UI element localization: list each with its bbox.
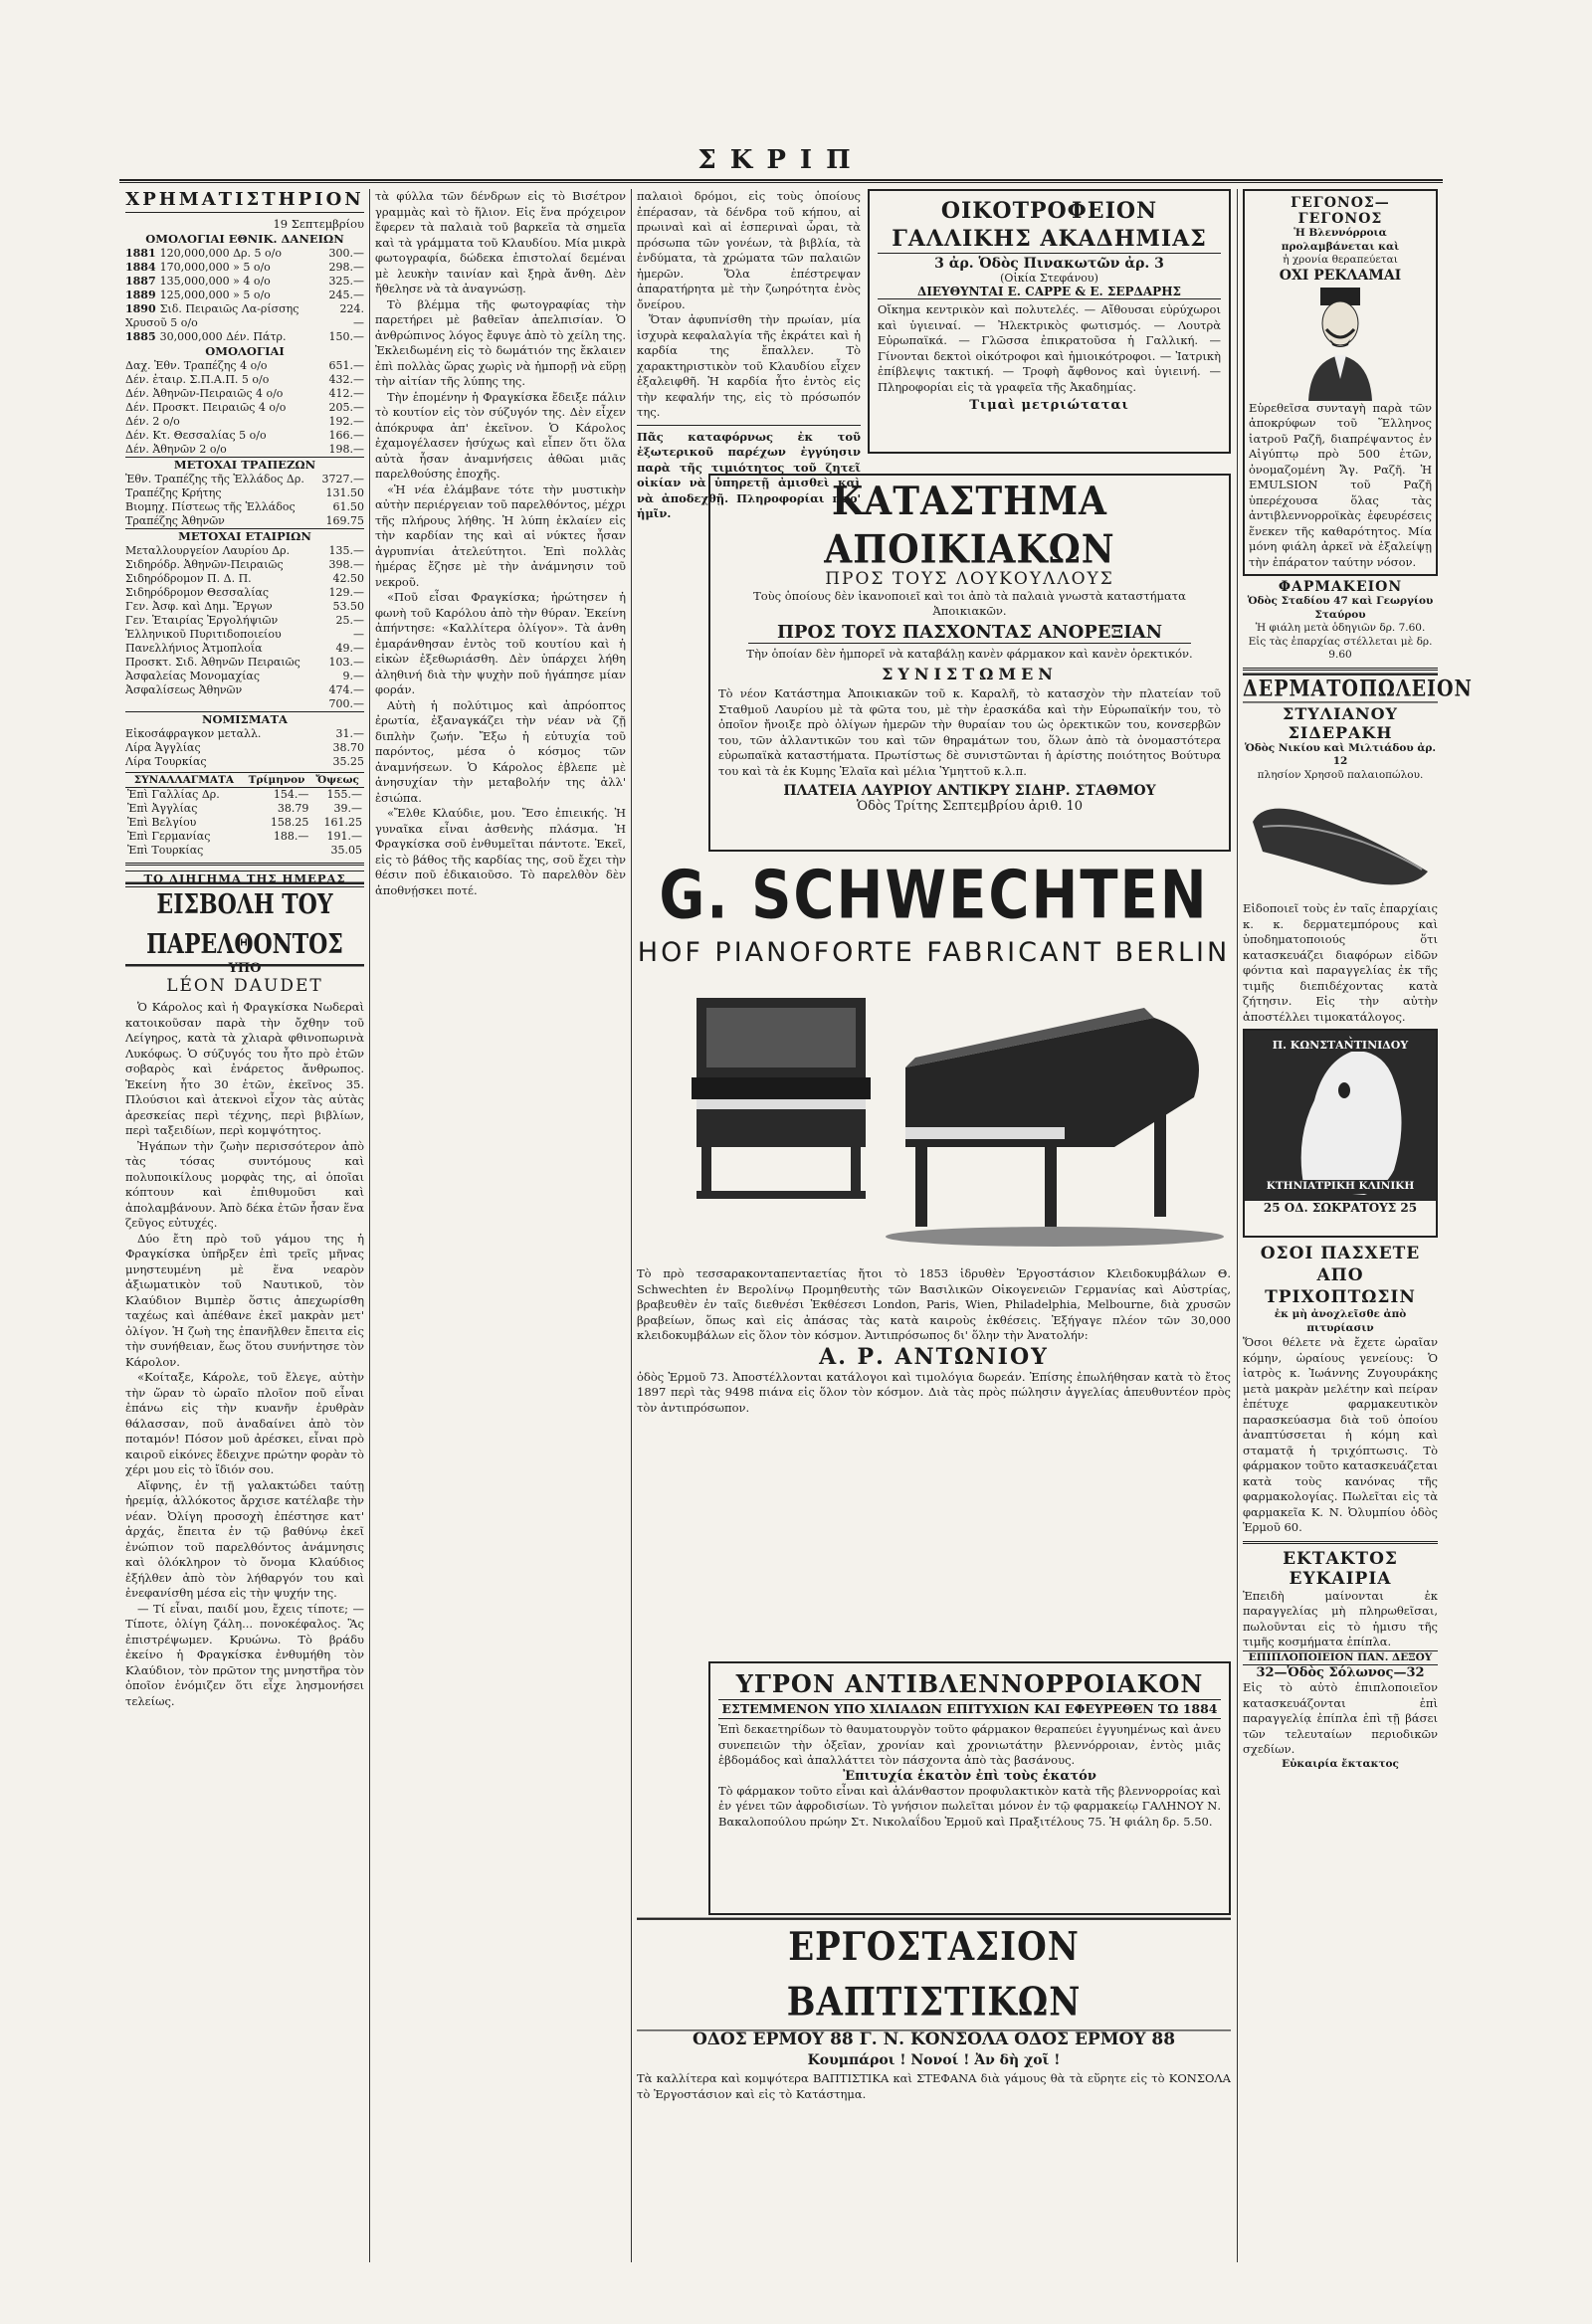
column-right-ads xyxy=(1243,189,1473,2262)
fx-cell: 39.— xyxy=(333,802,362,815)
story-paragraph: Αὐτὴ ἡ πολύτιμος καὶ ἀπρόοπτος ἐρωτία, ἐξαναγκάζει τὴν νέαν νὰ ζῇ διπλὴν ζωήν. Ἔξω ἡ εὐτυχία τοῦ παρόντος, μέσα ὁ κόσμος τῶν ἀναμνήσεων. Ὁ Κάρολος ἐβλεπε μὲ ἀνησυχίαν τὴν μεταβολήν της ἀλλ' ἐσιώπα. xyxy=(375,697,626,805)
piano-agent: Α. Ρ. ΑΝΤΩΝΙΟΥ xyxy=(819,1343,1049,1370)
price-row xyxy=(125,586,364,600)
price-row xyxy=(125,544,364,558)
price-row xyxy=(125,514,364,528)
price-row xyxy=(125,289,364,302)
price-label xyxy=(125,302,334,330)
ad-academy xyxy=(868,189,1231,454)
price-label: Μεταλλουργείον Λαυρίου Δρ. xyxy=(125,544,291,557)
divider xyxy=(125,863,364,866)
companies-header: ΜΕΤΟΧΑΙ ΕΤΑΙΡΙΩΝ xyxy=(125,528,364,544)
price-row xyxy=(125,261,364,275)
pharmacy-title: ΦΑΡΜΑΚΕΙΟΝ xyxy=(1278,579,1403,595)
price-value: 169.75 xyxy=(325,514,364,527)
price-label: Γεν. Ἀσφ. καὶ Δημ. Ἔργων xyxy=(125,600,273,613)
fx-cell: 154.— xyxy=(273,788,309,801)
academy-house: (Οἰκία Στεφάνου) xyxy=(1000,272,1098,285)
price-value: 42.50 xyxy=(332,572,364,585)
ad-piano xyxy=(637,857,1231,1647)
price-value: 651.— xyxy=(328,359,364,372)
fx-cell: 188.— xyxy=(273,830,309,843)
colonial-sub2: ΠΡΟΣ ΤΟΥΣ ΠΑΣΧΟΝΤΑΣ ΑΝΟΡΕΞΙΑΝ xyxy=(748,622,1191,644)
story-kicker: ΤΟ ΔΙΗΓΗΜΑ ΤΗΣ ΗΜΕΡΑΣ xyxy=(125,871,364,887)
price-value: 224.— xyxy=(339,302,364,329)
price-value: 31.— xyxy=(335,727,364,740)
price-label: Δέν. Κτ. Θεσσαλίας 5 ο/ο xyxy=(125,429,267,442)
loan-label: 135,000,000 » 4 ο/ο xyxy=(159,275,271,288)
story-paragraph: «Ποῦ εἶσαι Φραγκίσκα; ἠρώτησεν ἡ φωνὴ τοῦ Καρόλου ἀπὸ τὴν θύραν. Ἐκείνη ἀπήντησε: «Καλλίτερα ὀλίγον». Τὰ ἀνθη ἐμαράνθησαν ἐντὸς τοῦ κουτίου καὶ ἡ εἰκὼν ἐξεθωριάσθη. Δὲν ὑπάρχει λήθη ἀληθινή διὰ τὴν ψυχὴν ποῦ ἠγάπησε μίαν φοράν. xyxy=(375,590,626,696)
fx-row xyxy=(125,844,364,858)
colonial-address: ΠΛΑΤΕΙΑ ΛΑΥΡΙΟΥ ΑΝΤΙΚΡΥ ΣΙΔΗΡ. ΣΤΑΘΜΟΥ xyxy=(783,783,1156,799)
story-paragraph: παλαιοὶ δρόμοι, εἰς τοὺς ὁποίους ἐπέρασαν, τὰ δένδρα τοῦ κήπου, αἱ πρωιναὶ καὶ αἱ ἑσπεριναὶ ὧραι, τὰ πρόσωπα τῶν γονέων, τὰ βιβλία, τὰ ἐνδύματα, τὰ χρώματα τῶν παλαιῶν ἡμερῶν. Ὅλα ἐπέστρεψαν ἀπαρατήρητα μὲ τὴν ζωηρότητα ἐνὸς ὄνείρου. xyxy=(637,189,861,311)
price-label: Τραπέζης Ἀθηνῶν xyxy=(125,514,225,527)
academy-price: Τιμαὶ μετριώταται xyxy=(969,398,1129,413)
price-label xyxy=(125,247,282,261)
baptism-line: ΟΔΟΣ ΕΡΜΟΥ 88 Γ. Ν. ΚΟΝΣΟΛΑ ΟΔΟΣ ΕΡΜΟΥ 88 xyxy=(692,2030,1176,2049)
price-value: 192.— xyxy=(328,415,364,428)
fx-header: Τρίμηνον xyxy=(243,773,311,788)
loan-year: 1884 xyxy=(125,261,156,274)
masthead-rule xyxy=(119,179,1443,183)
price-value: 166.— xyxy=(328,429,364,442)
pharmacy-price: Ἡ φιάλη μετὰ ὁδηγιῶν δρ. 7.60. xyxy=(1255,622,1426,634)
companies-list xyxy=(125,544,364,711)
price-value: 25.— xyxy=(335,614,364,627)
price-label: Σιδηρόδρομον Θεσσαλίας xyxy=(125,586,270,599)
price-value: 150.— xyxy=(328,330,364,343)
price-value: 53.50 xyxy=(332,600,364,613)
fx-cell: Ἐπὶ Γαλλίας Δρ. xyxy=(127,788,220,801)
baptism-sub: Κουμπάροι ! Νονοί ! Ἀν δὴ χοῖ ! xyxy=(807,2052,1061,2068)
price-label xyxy=(125,275,271,289)
price-label: Ἀσφαλείας Μονομαχίας xyxy=(125,670,260,682)
loan-label: 120,000,000 Δρ. 5 ο/ο xyxy=(159,247,282,260)
colonial-sub: ΠΡΟΣ ΤΟΥΣ ΛΟΥΚΟΥΛΛΟΥΣ xyxy=(825,569,1114,589)
story-paragraph: «Ἔλθε Κλαύδιε, μου. Ἔσο ἐπιεικής. Ἡ γυναῖκα εἶναι ἀσθενὴς πλάσμα. Ἡ Φραγκίσκα σοῦ ἐνθυμεῖται πάντοτε. Ἐκεῖ, εἰς τὸ βάθος τῆς καρδίας της, σοῦ ἔχει τὴν θέσιν ποῦ ἐδικαιοῦσο. Τὸ παρελθὸν δὲν ἀποθνῄσκει ποτέ. xyxy=(375,806,626,897)
price-row xyxy=(125,359,364,373)
loan-label: 125,000,000 » 5 ο/ο xyxy=(159,289,271,301)
fx-header: ΣΥΝΑΛΛΑΓΜΑΤΑ xyxy=(125,773,243,788)
price-value: 398.— xyxy=(328,558,364,571)
fx-header: Ὄψεως xyxy=(310,773,364,788)
price-row xyxy=(125,683,364,697)
extra-title: ΕΚΤΑΚΤΟΣ ΕΥΚΑΙΡΙΑ xyxy=(1283,1548,1398,1589)
fact-title: ΓΕΓΟΝΟΣ—ΓΕΓΟΝΟΣ xyxy=(1291,195,1390,227)
leather-address: Ὁδὸς Νικίου καὶ Μιλτιάδου ἀρ. 12 xyxy=(1244,741,1437,767)
story-paragraph: — Τί εἶναι, παιδί μου, ἔχεις τίποτε; — Τίποτε, ὀλίγη ζάλη... πονοκέφαλος. Ἃς ἐπιστρέψωμεν. Κρυώνω. Τὸ βράδυ ἐκείνο ἡ Φραγκίσκα ἐνθυμήθη τὸν Κλαύδιον, τὸν πρῶτον της μνηστῆρα τὸν ὁποῖον ἐνόμιζεν ὅτι εἶχε λησμονήσει τελείως. xyxy=(125,1601,364,1708)
ad-colonial-store xyxy=(708,474,1231,852)
doctor-portrait-icon xyxy=(1291,284,1390,401)
colonial-title: ΚΑΤΑΣΤΗΜΑ ΑΠΟΙΚΙΑΚΩΝ xyxy=(824,478,1115,573)
story-paragraph: Αἴφνης, ἐν τῇ γαλακτώδει ταύτῃ ἡρεμίᾳ, ἀλλόκοτος ἄρχισε κατέλαβε τὴν νέαν. Ὀλίγη προσοχὴ ἐπέστησε κατ' ἀρχάς, ἔπειτα ἐν τῷ βαθύνῳ ἐκεῖ ἐνώπιον τοῦ παρελθόντος ἀνάμνησις καὶ ὁλόκληρον τὸ ὄνομα Κλαύδιος ἐξήλθεν ἀπὸ τὸν λήθαργόν του καὶ ἐνεφανίσθη μέσα εἰς τὴν ψυχήν της. xyxy=(125,1477,364,1600)
baptism-title: ΕΡΓΟΣΤΑΣΙΟΝ ΒΑΠΤΙΣΤΙΚΩΝ xyxy=(637,1918,1231,2032)
fx-row xyxy=(125,788,364,803)
price-value: 298.— xyxy=(328,261,364,274)
price-row xyxy=(125,558,364,572)
story-paragraph: Ἠγάπων τὴν ζωὴν περισσότερον ἀπὸ τὰς τόσας συντόμους καὶ πολυποικίλους μορφὰς της, αἱ ὁποῖαι κόπτουν καὶ ἐπιθυμοῦσι καὶ ἀπολαμβάνουν. Ἀπὸ δέκα ἐτῶν ἦσαν ἕνα ζεῦγος εὐτυχές. xyxy=(125,1138,364,1230)
liquid-body2: Τὸ φάρμακον τοῦτο εἶναι καὶ ἀλάνθαστον προφυλακτικὸν κατὰ τῆς βλεννορροίας καὶ ἐν γένει τῶν ἀφροδισίων. Τὸ γνήσιον πωλεῖται μόνον ἐν τῷ φαρμακείῳ ΓΑΛΗΝΟΥ Ν. Βακαλοπούλου πρώην Στ. Νικολαΐδου Ἑρμοῦ καὶ Πραξιτέλους 75. Ἡ φιάλη δρ. 5.50. xyxy=(718,1783,1221,1829)
piano-body: Τὸ πρὸ τεσσαρακονταπενταετίας ἤτοι τὸ 1853 ἱδρυθὲν Ἐργοστάσιον Κλειδοκυμβάλων Θ. Schwechten ἐν Βερολίνῳ Προμηθευτὴς τῶν Βασιλικῶν Οἰκογενειῶν Γερμανίας καὶ Αὐστρίας, βραβευθὲν ἐν ταῖς διεθνέσι Ἐκθέσεσι London, Paris, Wien, Philadelphia, Melbourne, διὰ χρυσῶν βραβείων, ὅπως καὶ εἰς ἀπάσας τὰς κατὰ καιροὺς ἐκθέσεις. Ἐξήγαγε πλέον τῶν 30,000 κλειδοκυμβάλων εἰς ὅλον τὸν κόσμον. Ἀντιπρόσωπος δι' ὅλην τὴν Ἀνατολήν: xyxy=(637,1266,1231,1342)
academy-directors: ΔΙΕΥΘΥΝΤΑΙ Ε. CAPPE & Ε. ΣΕΡΔΑΡΗΣ xyxy=(878,285,1221,299)
price-label xyxy=(125,261,271,275)
price-value: 61.50 xyxy=(332,500,364,513)
colonial-line2: Τὴν ὁποίαν δὲν ἠμπορεῖ νὰ καταβάλῃ κανὲν φάρμακον καὶ κανὲν ὀρεκτικόν. xyxy=(746,647,1193,661)
fact-line1: Ἡ Βλεννόρροια προλαμβάνεται καὶ xyxy=(1281,227,1400,253)
price-label: Σιδηρόδρομον Π. Δ. Π. xyxy=(125,572,252,585)
price-label: Λίρα Τουρκίας xyxy=(125,755,207,768)
fx-cell: 38.79 xyxy=(277,802,309,815)
column-divider xyxy=(1237,189,1238,2262)
ad-antiblennorrhea xyxy=(708,1661,1231,1915)
exchange-date: 19 Σεπτεμβρίου xyxy=(273,217,364,231)
leather-title: ΔΕΡΜΑΤΟΠΩΛΕΙΟΝ xyxy=(1243,673,1438,702)
fact-line3: ΟΧΙ ΡΕΚΛΑΜΑΙ xyxy=(1279,267,1402,284)
price-value: 700.— xyxy=(328,697,364,710)
price-row xyxy=(125,443,364,457)
divider xyxy=(1243,1541,1438,1544)
price-row xyxy=(125,247,364,261)
banks-list xyxy=(125,473,364,528)
price-label: Προσκτ. Σιδ. Ἀθηνῶν Πειραιῶς xyxy=(125,656,300,669)
fx-cell: Ἐπὶ Γερμανίας xyxy=(127,830,211,843)
price-row xyxy=(125,656,364,670)
upright-piano-icon xyxy=(692,998,871,1199)
liquid-success: Ἐπιτυχία ἑκατὸν ἐπὶ τοὺς ἑκατόν xyxy=(843,1768,1096,1784)
ad-baptism xyxy=(637,1925,1231,2124)
price-row xyxy=(125,275,364,289)
fx-cell: Ἐπὶ Τουρκίας xyxy=(127,844,204,857)
column-divider xyxy=(369,189,370,2262)
fx-cell: 161.25 xyxy=(323,816,362,829)
price-label: Γεν. Ἑταιρίας Ἐργολήψιῶν xyxy=(125,614,279,627)
price-row xyxy=(125,642,364,656)
ad-fact xyxy=(1243,189,1438,576)
notice: Πᾶς καταφόρνως ἐκ τοῦ ἐξωτερικοῦ παρέχων ἐγγύησιν παρὰ τῆς τιμιότητος τοῦ ζητεῖ οἰκίαν νὰ ὑπηρετῇ ἀμισθεὶ καὶ νὰ ἀποδεχθῇ. Πληροφορίαι παρ' ἡμῖν. xyxy=(637,429,861,520)
price-label: Δέν. 2 ο/ο xyxy=(125,415,180,428)
masthead-title: ΣΚΡΙΠ xyxy=(697,145,865,175)
piano-illustration xyxy=(637,978,1231,1257)
story-paragraph: Ὅταν ἀφυπνίσθη τὴν πρωίαν, μία ἰσχυρὰ κεφαλαλγία τῆς ἐκράτει καὶ ἡ καρδία της ἔπαλλεν. Τὸ χαρακτηριστικὸν τοῦ Κλαυδίου εἶχεν ἐξαλειφθῆ. Ἡ καρδία ἦτο ἐντὸς εἰς τὴν κεφαλήν της, εἰς τὸ πρόσωπόν της. xyxy=(637,312,861,419)
price-label: Τραπέζης Κρήτης xyxy=(125,486,222,499)
price-row xyxy=(125,727,364,741)
fx-cell: 191.— xyxy=(326,830,362,843)
academy-body: Οἴκημα κεντρικὸν καὶ πολυτελές. — Αἴθουσαι εὐρύχωροι καὶ ὑγιειναί. — Ἠλεκτρικὸς φωτισμός. — Λουτρὰ Εὐρωπαϊκά. — Γλῶσσα ἐπικρατοῦσα ἡ Γαλλική. — Γίνονται δεκτοὶ οἰκότροφοι καὶ ἡμιοικότροφοι. — Ἰατρικὴ ἐπίβλεψις τακτική. — Τροφὴ ἄφθονος καὶ ὑγιεινή. — Πληροφορίαι εἰς τὰ γραφεῖα τῆς Ἀκαδημίας. xyxy=(878,302,1221,394)
fx-row xyxy=(125,816,364,830)
price-label: Ἑλληνικοῦ Πυριτιδοποιείου xyxy=(125,628,282,641)
fx-cell: Ἐπὶ Ἀγγλίας xyxy=(127,802,198,815)
price-row xyxy=(125,697,364,711)
ad-vet-clinic xyxy=(1243,1029,1438,1238)
grand-piano-icon xyxy=(886,1008,1224,1247)
liquid-body1: Ἐπὶ δεκαετηρίδων τὸ θαυματουργὸν τοῦτο φάρμακον θεραπεύει ἐγγυημένως καὶ ἀνευ συνεπειῶν τὴν ὀξεῖαν, χρονίαν καὶ χρονιωτάτην βλεννόρροιαν, ἐντὸς μιᾶς ἑβδομάδος καὶ ἀπαλλάττει τὸν πάσχοντα ἀπὸ τὰς βασάνους. xyxy=(718,1722,1221,1767)
price-label: Ἐθν. Τραπέζης τῆς Ἑλλάδος Δρ. xyxy=(125,473,304,485)
loans-list xyxy=(125,247,364,344)
divider xyxy=(637,425,861,426)
fact-body: Εὑρεθεῖσα συνταγὴ παρὰ τῶν ἀποκρύφων τοῦ Ἕλληνος ἰατροῦ Ραζῆ, διαπρέψαντος ἐν Αἰγύπτῳ πρὸ 500 ἐτῶν, ὀνομαζομένη Ἄγ. Ραζῆ. Ἡ EMULSION τοῦ Ραζῆ ὑπερέχουσα ὅλας τὰς ἀντιβλεννορροϊκὰς ἐφευρέσεις ἕνεκεν τῆς καθαρότητος. Μία μόνη φιάλη ἀρκεῖ νὰ ἐξαλείψῃ τὴν ἐπάρατον ταύτην νόσον. xyxy=(1249,400,1432,569)
coins-header: ΝΟΜΙΣΜΑΤΑ xyxy=(125,711,364,727)
fx-cell: 158.25 xyxy=(270,816,309,829)
academy-title: ΟΙΚΟΤΡΟΦΕΙΟΝ ΓΑΛΛΙΚΗΣ ΑΚΑΔΗΜΙΑΣ xyxy=(878,197,1221,254)
price-row xyxy=(125,755,364,769)
price-value: 198.— xyxy=(328,443,364,456)
price-value: 9.— xyxy=(342,670,364,682)
price-row xyxy=(125,473,364,486)
price-label: Δέν. Προσκτ. Πειραιῶς 4 ο/ο xyxy=(125,401,287,414)
story-paragraph: Ὁ Κάρολος καὶ ἡ Φραγκίσκα Νωδεραὶ κατοικοῦσαν παρὰ τὴν ὄχθην τοῦ Λείγηρος, κατὰ τὰ χλιαρὰ φθινοπωρινὰ Λυκόφως. Ὁ σύζυγός του ἦτο πρὸ ἐτῶν σοβαρὸς καὶ ἐνάρετος ἄνθρωπος. Ἐκείνη ἦτο 30 ἐτῶν, ἐκεῖνος 35. Πλούσιοι καὶ ἀτεκνοὶ εἶχον τὰς αὐτὰς ἀρεσκείας περὶ τέχνης, περὶ βιβλίων, περὶ ταξειδίων, περὶ κομψότητος. xyxy=(125,1000,364,1137)
loan-label: 170,000,000 » 5 ο/ο xyxy=(159,261,271,274)
price-label: Δέν. Ἀθηνῶν 2 ο/ο xyxy=(125,443,227,456)
price-value: — xyxy=(353,628,364,641)
price-row xyxy=(125,486,364,500)
fx-cell: Ἐπὶ Βελγίου xyxy=(127,816,197,829)
hair-title: ΟΣΟΙ ΠΑΣΧΕΤΕ ΑΠΟ ΤΡΙΧΟΠΤΩΣΙΝ xyxy=(1260,1244,1421,1307)
coins-list xyxy=(125,727,364,769)
price-row xyxy=(125,429,364,443)
price-value: 103.— xyxy=(328,656,364,669)
loans-header: ΟΜΟΛΟΓΙΑΙ ΕΘΝΙΚ. ΔΑΝΕΙΩΝ xyxy=(145,232,344,246)
price-row xyxy=(125,330,364,344)
loan-year: 1885 xyxy=(125,330,156,343)
colonial-street: Ὁδὸς Τρίτης Σεπτεμβρίου ἀριθ. 10 xyxy=(856,799,1084,814)
piano-brand: G. SCHWECHTEN xyxy=(659,857,1209,935)
price-value: 205.— xyxy=(328,401,364,414)
price-row xyxy=(125,387,364,401)
price-row xyxy=(125,670,364,683)
price-label xyxy=(125,330,287,344)
price-row xyxy=(125,741,364,755)
price-value: 38.70 xyxy=(332,741,364,754)
price-value: 474.— xyxy=(328,683,364,696)
price-row xyxy=(125,614,364,628)
extra-body2: Εἰς τὸ αὐτὸ ἐπιπλοποιεῖον κατασκευάζονται ἐπὶ παραγγελίᾳ ἐπίπλα ἐπὶ τῇ βάσει τῶν τελευταίων περιοδικῶν σχεδίων. xyxy=(1243,1680,1438,1756)
leather-name: ΣΤΥΛΙΑΝΟΥ ΣΙΔΕΡΑΚΗ xyxy=(1283,703,1398,742)
extra-address: 32—Ὁδὸς Σόλωνος—32 xyxy=(1256,1665,1425,1680)
loan-year: 1887 xyxy=(125,275,156,288)
horse-head-icon xyxy=(1245,1031,1436,1200)
piano-sub: HOF PIANOFORTE FABRICANT BERLIN xyxy=(637,937,1231,968)
story-paragraph: «Ἡ νέα ἐλάμβανε τότε τὴν μυστικὴν αὐτὴν περιέργειαν τοῦ παρελθόντος, μέχρι τῆς πλήρους λήθης. Ἡ λύπη ἐκλαίεν εἰς τὴν καρδίαν της καὶ αἱ νύκτες ἦσαν ἀγρυπνίαι ἀτελεύτητοι. Ἐπὶ πολλὰς ἡμέρας ἔζησε μὲ τὴν ἀνάμνησιν τοῦ νεκροῦ. xyxy=(375,482,626,589)
vet-address: 25 ΟΔ. ΣΩΚΡΑΤΟΥΣ 25 xyxy=(1245,1200,1436,1215)
price-value: 49.— xyxy=(335,642,364,655)
story-paragraph: τὰ φύλλα τῶν δένδρων εἰς τὸ Βισέτρον γραμμὰς καὶ τὸ ἥλιον. Εἰς ἕνα πρόχειρον ἔφερεν τὰ παλαιὰ τοῦ βαρκεῖα τὰ σημεῖα καὶ τὰ γράμματα τοῦ Κλαυδίου. Μία μικρὰ φωτογραφία, δώδεκα ἐπιστολαί δεμέναι μὲ λευκὴν ταινίαν καὶ ξηρὰ ἄνθη. Δὲν ἤθελησε νὰ τὰ ἀναγνώσῃ. xyxy=(375,189,626,295)
hair-sub: ἐκ μὴ ἀνοχλεῖσθε ἀπὸ πιτυρίασιν xyxy=(1274,1308,1407,1334)
fx-cell xyxy=(243,844,311,858)
leather-near: πλησίον Χρησοῦ παλαιοπώλου. xyxy=(1257,768,1424,781)
loan-year: 1881 xyxy=(125,247,156,260)
divider xyxy=(1243,668,1438,671)
banks-header: ΜΕΤΟΧΑΙ ΤΡΑΠΕΖΩΝ xyxy=(125,457,364,473)
price-row xyxy=(125,500,364,514)
price-value: 35.25 xyxy=(332,755,364,768)
price-value: 245.— xyxy=(328,289,364,301)
price-row xyxy=(125,302,364,330)
price-label: Βιομηχ. Πίστεως τῆς Ἑλλάδος xyxy=(125,500,296,513)
hair-body: Ὅσοι θέλετε νὰ ἔχετε ὡραῖαν κόμην, ὡραίους γενείους: Ὁ ἰατρὸς κ. Ἰωάννης Ζυγουράκης μετὰ μακρὰν μελέτην καὶ πείραν ἐπέτυχε φαρμακευτικὸν παρασκεύασμα διὰ τοῦ ὁποίου ἀναπτύσσεται ἡ κόμη καὶ σταματᾷ ἡ τριχόπτωσις. Τὸ φάρμακον τοῦτο κατασκευάζεται κατὰ τοὺς κανόνας τῆς φαρμακολογίας. Πωλεῖται εἰς τὰ φαρμακεῖα Κ. Ν. Ὀλυμπίου ὁδὸς Ἑρμοῦ 60. xyxy=(1243,1335,1438,1534)
pharmacy-provinces: Εἰς τὰς ἐπαρχίας στέλλεται μὲ δρ. 9.60 xyxy=(1248,635,1433,661)
price-label: Ἀσφαλίσεως Ἀθηνῶν xyxy=(125,683,243,696)
colonial-line1: Τοὺς ὁποίους δὲν ἱκανοποιεῖ καὶ τοι ἀπὸ τὰ παλαιὰ γνωστὰ καταστήματα Ἀποικιακῶν. xyxy=(753,589,1186,618)
fx-row xyxy=(125,830,364,844)
story-by: ΥΠΟ xyxy=(228,961,262,976)
price-label xyxy=(125,289,271,302)
column-story-continued xyxy=(375,189,626,1200)
price-value: 135.— xyxy=(328,544,364,557)
price-row xyxy=(125,401,364,415)
price-value: 131.50 xyxy=(325,486,364,499)
liquid-sub: ΕΣΤΕΜΜΕΝΟΝ ΥΠΟ ΧΙΛΙΑΔΩΝ ΕΠΙΤΥΧΙΩΝ ΚΑΙ ΕΦΕΥΡΕΘΕΝ ΤΩ 1884 xyxy=(718,1700,1221,1719)
story-paragraph: Τὸ βλέμμα τῆς φωτογραφίας τὴν παρετήρει μὲ βαθεῖαν ἀπελπισίαν. Ὁ ἀνθρώπινος λόγος ἔφυγε ἀπὸ τὸ χείλη της. Ἐκλειδωμένη εἰς τὸ δωμάτιόν της ἔκλαιεν ἐπὶ πολλὰς ὥρας χωρὶς νὰ ἠμπορῇ νὰ εὕρῃ τὴν αἰτίαν τῆς λύπης της. xyxy=(375,296,626,388)
piano-agent-line: ὁδὸς Ἑρμοῦ 73. Ἀποστέλλονται κατάλογοι καὶ τιμολόγια δωρεάν. Ἐπίσης ἐπωλήθησαν κατὰ τὸ ἔτος 1897 περὶ τὰς 9498 πιάνα εἰς ὅλον τὸν κόσμον. Διὰ τὰς πρὸς πώλησιν ἀγγελίας ἀπευθυντέον πρὸς τὸν ἀντιπρόσωπον. xyxy=(637,1369,1231,1415)
loan-label: Σιδ. Πειραιῶς Λα-ρίσσης Χρυσοῦ 5 ο/ο xyxy=(125,302,299,329)
loan-year: 1890 xyxy=(125,302,156,315)
shoe-leather-icon xyxy=(1243,782,1438,901)
vet-name: Π. ΚΩΝΣΤΑΝΤΙΝΙΔΟΥ xyxy=(1245,1039,1436,1052)
fx-cell: 155.— xyxy=(326,788,362,801)
column-divider xyxy=(631,189,632,2262)
price-label: Δαχ. Ἐθν. Τραπέζης 4 ο/ο xyxy=(125,359,268,372)
story-paragraph: Τὴν ἑπομένην ἡ Φραγκίσκα ἔδειξε πάλιν τὸ κουτίον εἰς τὸν σύζυγόν της. Δὲν εἶχεν ἀπόκρυφα ἀπ' ἐκεῖνον. Ὁ Κάρολος ἐχαμογέλασεν ἡσύχως καὶ εἶπεν ὅτι ὅλα αὐτὰ ἦσαν ἀναμνήσεις ἀθῶαι μιᾶς παρελθούσης ἐποχῆς. xyxy=(375,389,626,481)
colonial-recommend: ΣΥΝΙΣΤΩΜΕΝ xyxy=(882,665,1058,683)
bonds-header: ΟΜΟΛΟΓΙΑΙ xyxy=(205,344,285,358)
baptism-body: Τὰ καλλίτερα καὶ κομψότερα ΒΑΠΤΙΣΤΙΚΑ καὶ ΣΤΕΦΑΝΑ διὰ γάμους θὰ τὰ εὕρητε εἰς τὸ ΚΟΝΣΟΛΑ τὸ Ἐργοστάσιον καὶ εἰς τὸ Κατάστημα. xyxy=(637,2071,1231,2101)
price-row xyxy=(125,628,364,642)
price-label: Εἰκοσάφραγκον μεταλλ. xyxy=(125,727,262,740)
story-title: ΕΙΣΒΟΛΗ ΤΟΥ ΠΑΡΕΛΘΟΝΤΟΣ xyxy=(125,882,364,967)
fx-cell: 35.05 xyxy=(330,844,362,857)
colonial-body: Τὸ νέον Κατάστημα Ἀποικιακῶν τοῦ κ. Καραλῆ, τὸ κατασχὸν τὴν πλατείαν τοῦ Σταθμοῦ Λαυρίου μὲ τὰ φῶτα του, μὲ τὴν ἐρασκάδα καὶ τὴν Εὐρωπαϊκήν του, τὸ ὁποῖον ἤνοιξε πρὸ ὀλίγων ἡμερῶν τὴν θυραίαν του ὡς ὀρεκτικῶν του, κονσερβῶν του, τῶν ἀλλαντικῶν του καὶ τῶν θηραμάτων του, ὅλων ἀπὸ τὰ ὀνομαστότερα εὐρωπαϊκὰ καταστήματα. Πρωτίστως δὲ συνιστῶνται ἡ ἀρίστης ποιότητος Βούτυρα του καὶ τὰ ἐκ Κυμης Ἐλαῖα καὶ μέλια Ὑμηττοῦ κ.λ.π. xyxy=(718,686,1221,778)
price-row xyxy=(125,373,364,387)
price-value: 412.— xyxy=(328,387,364,400)
extra-body: Ἐπειδὴ μαίνονται ἐκ παραγγελίας μὴ πληρωθεῖσαι, πωλοῦνται εἰς τὸ ἡμισυ τῆς τιμῆς κοσμήματα ἐπίπλα. xyxy=(1243,1588,1438,1648)
column-exchange-and-story xyxy=(125,189,364,2262)
price-label: Λίρα Ἀγγλίας xyxy=(125,741,201,754)
story-paragraph: Δύο ἔτη πρὸ τοῦ γάμου της ἡ Φραγκίσκα ὑπῆρξεν ἐπὶ τρεῖς μῆνας μνηστευμένη μὲ ἕνα νεαρὸν ἀξιωματικὸν τοῦ Ναυτικοῦ, τὸν Κλαύδιον Βιμπὲρ ὅστις ἀπεχωρίσθη ταχέως καὶ ἀπέθανε ἐκεῖ μακρὰν μετ' ὀλίγον. Ἡ ζωὴ της ἐπανῆλθεν ἔπειτα εἰς τὴν συνήθειαν, ἕως ὅτου συνήντησε τὸν Κάρολον. xyxy=(125,1231,364,1369)
price-value: 432.— xyxy=(328,373,364,386)
vet-label: ΚΤΗΝΙΑΤΡΙΚΗ ΚΛΙΝΙΚΗ xyxy=(1245,1180,1436,1194)
price-label: Δέν. Ἀθηνῶν-Πειραιῶς 4 ο/ο xyxy=(125,387,284,400)
loan-label: 30,000,000 Δέν. Πάτρ. xyxy=(159,330,287,343)
extra-end: Εὐκαιρία ἔκτακτος xyxy=(1282,1757,1399,1770)
story-paragraph: «Κοίταξε, Κάρολε, τοῦ ἔλεγε, αὐτὴν τὴν ὥραν τὸ ὡραῖο πλοῖον ποῦ εἶναι ἐπάνω εἰς τὴν κυανῆν ἐρυθρὰν θάλασσαν, ποῦ ἀναδαίνει ἀπὸ τὸν ποταμόν! Πόσον μοῦ ἀρέσκει, εἶναι πρὸ καιροῦ εἰκόνες ἔδειχνε πρώτην φορὰν τὸ χέρι μου εἰς τὸ ἴδιόν σου. xyxy=(125,1370,364,1476)
fx-row xyxy=(125,802,364,816)
price-value: 129.— xyxy=(328,586,364,599)
leather-body: Εἰδοποιεῖ τοὺς ἐν ταῖς ἐπαρχίαις κ. κ. δερματεμπόρους καὶ ὑποδηματοποιούς ὅτι κατασκευάζει διαφόρων εἰδῶν φόντια καὶ παραγγελίας ἐκ τῆς τιμῆς διεπιδέχοντας κατὰ ζήτησιν. Εἰς τὴν αὐτὴν ἀποστέλλει τιμοκατάλογος. xyxy=(1243,901,1438,1024)
bonds-list xyxy=(125,359,364,457)
extra-shop: ΕΠΙΠΛΟΠΟΙΕΙΟΝ ΠΑΝ. ΔΕΞΟΥ xyxy=(1243,1650,1438,1666)
pharmacy-address: Ὁδὸς Σταδίου 47 καὶ Γεωργίου Σταύρου xyxy=(1247,595,1434,621)
story-author: LÉON DAUDET xyxy=(166,976,323,996)
academy-address: 3 ἀρ. Ὁδὸς Πινακωτῶν ἀρ. 3 xyxy=(934,256,1164,272)
price-label: Σιδηρόδρ. Ἀθηνῶν-Πειραιῶς xyxy=(125,558,284,571)
price-value: 300.— xyxy=(328,247,364,260)
price-row xyxy=(125,415,364,429)
exchange-title: ΧΡΗΜΑΤΙΣΤΗΡΙΟΝ xyxy=(125,189,364,213)
loan-year: 1889 xyxy=(125,289,156,301)
liquid-title: ΥΓΡΟΝ ΑΝΤΙΒΛΕΝΝΟΡΡΟΙΑΚΟΝ xyxy=(718,1669,1221,1700)
price-row xyxy=(125,572,364,586)
fx-table xyxy=(125,772,364,858)
price-label: Πανελλήνιος Ἀτμοπλοΐα xyxy=(125,642,263,655)
fact-line2: ἡ χρονία θεραπεύεται xyxy=(1283,254,1398,266)
column-story-continued-2 xyxy=(637,189,861,520)
price-value: 3727.— xyxy=(321,473,364,485)
price-label: Δέν. ἐταιρ. Σ.Π.Α.Π. 5 ο/ο xyxy=(125,373,270,386)
price-value: 325.— xyxy=(328,275,364,288)
price-row xyxy=(125,600,364,614)
